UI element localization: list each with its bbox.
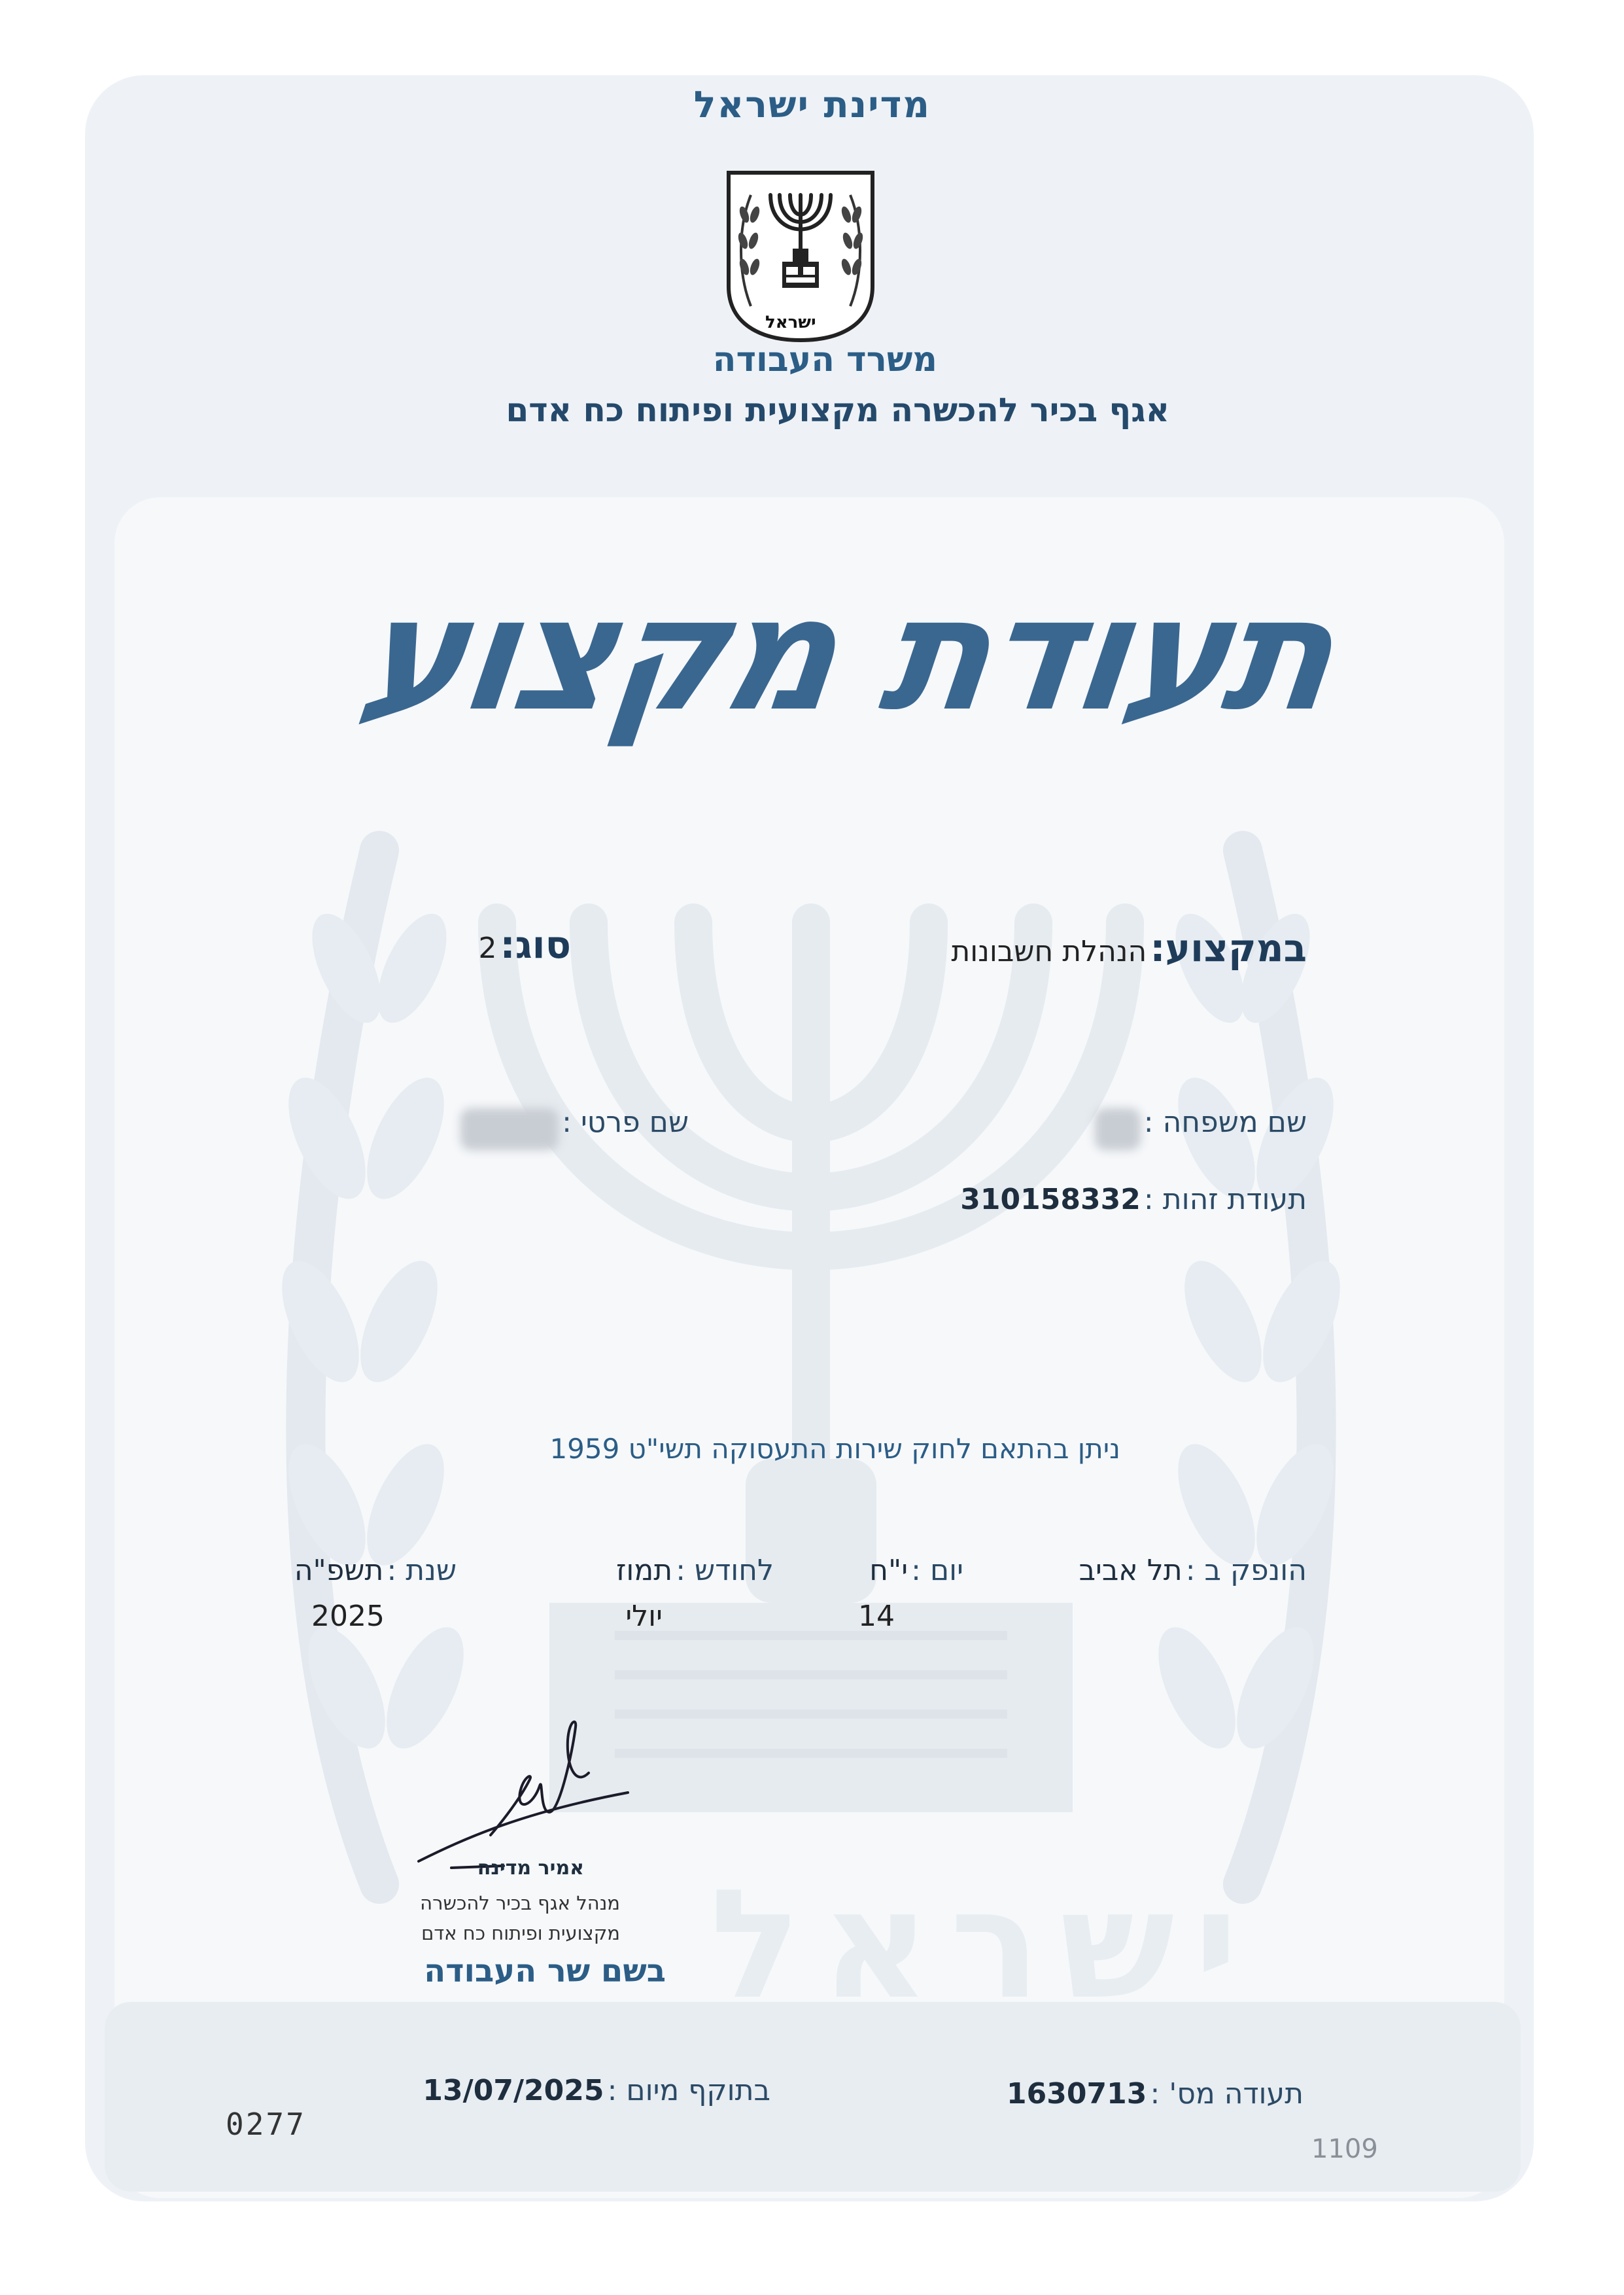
profession-field [951, 926, 1307, 970]
issue-month-hebrew: תמוז [616, 1554, 673, 1587]
last-name-label: שם משפחה : [1143, 1106, 1307, 1139]
issue-place-label: הונפק ב : [1185, 1554, 1307, 1587]
issue-month-label: לחודש : [676, 1554, 774, 1587]
id-value: 310158332 [960, 1183, 1141, 1216]
serial-number-left: 0277 [226, 2107, 306, 2142]
issue-year-hebrew: תשפ"ה [294, 1554, 384, 1587]
issue-place-field [1079, 1554, 1307, 1587]
grade-value: 2 [478, 932, 497, 965]
signer-name: אמיר מדינה [477, 1857, 584, 1880]
last-name-redacted [1095, 1108, 1141, 1150]
state-name: מדינת ישראל [693, 84, 931, 126]
first-name-label: שם פרטי : [562, 1106, 689, 1139]
issue-month-gregorian: יולי [625, 1600, 663, 1633]
valid-from-field [423, 2074, 770, 2107]
law-note: ניתן בהתאם לחוק שירות התעסוקה תשי"ט 1959 [549, 1433, 1120, 1465]
issue-day-number: 14 [858, 1600, 895, 1633]
emblem-label: ישראל [765, 313, 816, 332]
serial-number-right: 1109 [1311, 2134, 1378, 2164]
issue-year-field [294, 1554, 457, 1587]
signer-role-line1: מנהל אגף בכיר להכשרה [420, 1892, 620, 1914]
division-name: אגף בכיר להכשרה מקצועית ופיתוח כח אדם [506, 391, 1169, 429]
issue-month-field [616, 1554, 774, 1587]
grade-field [478, 922, 571, 967]
valid-from-value: 13/07/2025 [423, 2074, 604, 2107]
watermark-text: ישראל [710, 1858, 1258, 2033]
valid-from-label: בתוקף מיום : [607, 2074, 770, 2107]
id-label: תעודת זהות : [1143, 1183, 1307, 1216]
ministry-name: משרד העבודה [712, 340, 937, 379]
issue-day-field [869, 1554, 963, 1587]
first-name-field [460, 1106, 689, 1150]
certificate-number-value: 1630713 [1007, 2077, 1147, 2111]
id-field [960, 1183, 1307, 1216]
last-name-field [1095, 1106, 1307, 1150]
issue-place-value: תל אביב [1079, 1554, 1183, 1587]
profession-label: במקצוע: [1150, 926, 1307, 970]
issue-day-label: יום : [911, 1554, 963, 1587]
on-behalf-of-minister: בשם שר העבודה [424, 1953, 666, 1989]
certificate-title: תעודת מקצוע [350, 563, 1343, 746]
profession-value: הנהלת חשבונות [951, 935, 1147, 968]
issue-day-hebrew: י"ח [869, 1554, 908, 1587]
certificate-number-field [1007, 2077, 1304, 2111]
signature-mark [412, 1714, 648, 1878]
grade-label: סוג: [500, 922, 571, 967]
certificate-number-label: תעודה מס' : [1150, 2077, 1304, 2111]
signer-role-line2: מקצועית ופיתוח כח אדם [421, 1922, 620, 1944]
first-name-redacted [460, 1108, 559, 1150]
issue-year-label: שנת : [387, 1554, 457, 1587]
issue-year-gregorian: 2025 [311, 1600, 385, 1633]
